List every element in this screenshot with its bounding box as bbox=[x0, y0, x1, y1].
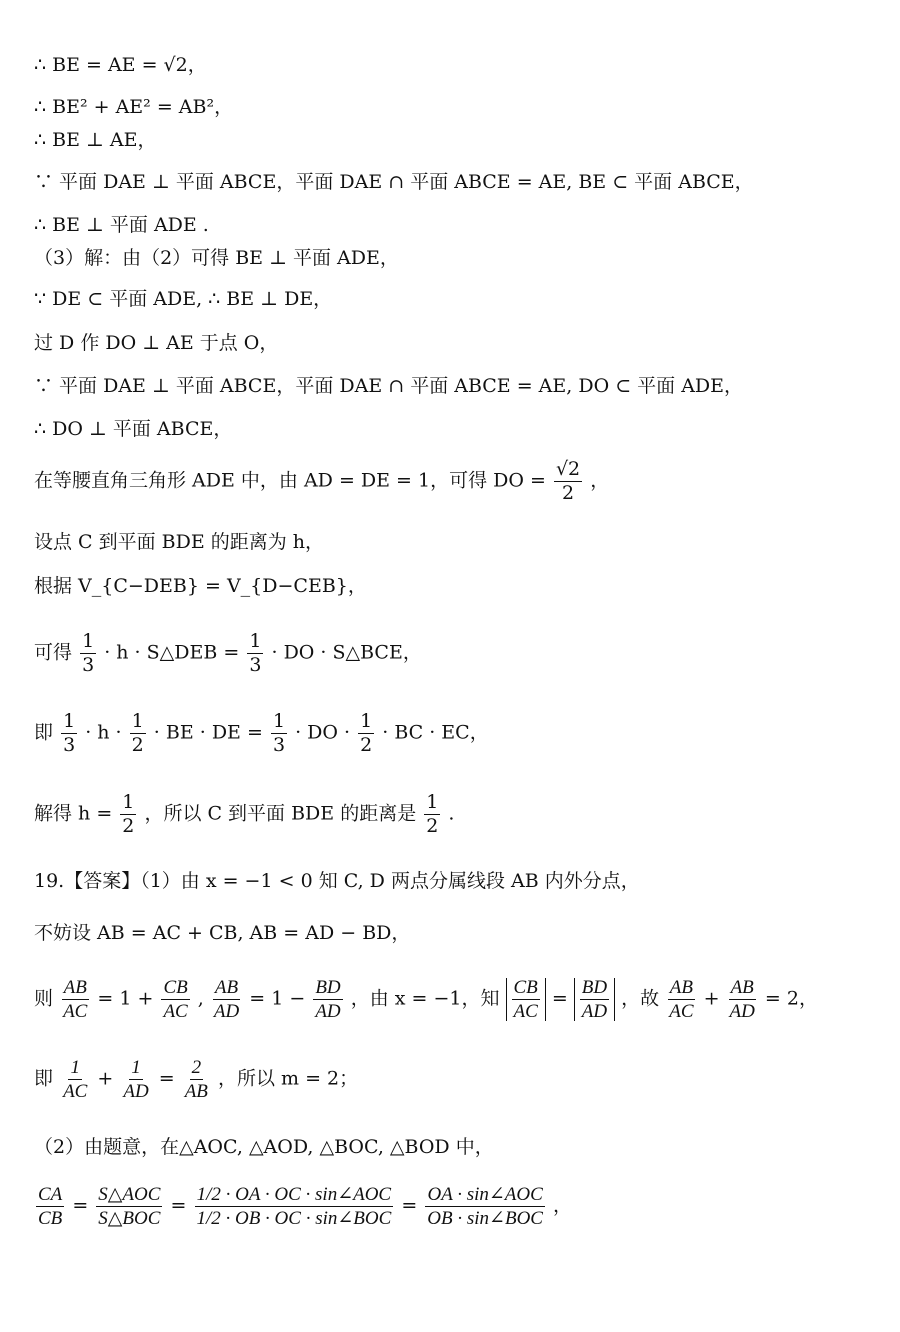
fraction-numerator: AB bbox=[214, 977, 239, 998]
fraction-denominator: 2 bbox=[131, 734, 144, 756]
line-de-in-plane: ∵ DE ⊂ 平面 ADE, ∴ BE ⊥ DE， bbox=[34, 288, 333, 310]
fraction-sqrt2-over-2 bbox=[554, 460, 582, 503]
fraction-denominator: AD bbox=[315, 1001, 341, 1022]
fraction-denominator: 2 bbox=[360, 734, 373, 756]
line-ratio-relations bbox=[34, 978, 818, 1021]
line-part2-intro: （2）由题意，在△AOC, △AOD, △BOC, △BOD 中， bbox=[34, 1136, 494, 1158]
line-plane-perp-2: ∵ 平面 DAE ⊥ 平面 ABCE，平面 DAE ∩ 平面 ABCE = AE, DO ⊂ 平面 ADE， bbox=[34, 375, 744, 397]
fraction-sine-ratio-result bbox=[425, 1185, 545, 1228]
fraction-denominator: 3 bbox=[82, 654, 95, 676]
fraction-numerator: CA bbox=[38, 1184, 63, 1205]
line-be-perp-plane-ade: ∴ BE ⊥ 平面 ADE . bbox=[34, 214, 209, 236]
text-segment: ，由 x = −1，知 bbox=[350, 987, 500, 1010]
fraction-bd-over-ad bbox=[313, 978, 342, 1021]
fraction-one-half bbox=[358, 712, 374, 755]
fraction-one-over-ac bbox=[61, 1058, 89, 1101]
fraction-denominator: AD bbox=[123, 1081, 149, 1102]
abs-cb-over-ac bbox=[506, 978, 546, 1021]
fraction-denominator: AB bbox=[184, 1081, 208, 1102]
fraction-denominator: OB · sin∠BOC bbox=[427, 1208, 543, 1229]
fraction-numerator: 1 bbox=[70, 1057, 80, 1078]
fraction-numerator: 1 bbox=[360, 710, 373, 732]
fraction-denominator: 2 bbox=[562, 482, 575, 504]
text-segment: 可得 bbox=[34, 641, 73, 664]
text-segment: · DO · bbox=[295, 721, 351, 744]
text-segment: = bbox=[551, 987, 568, 1010]
line-volume-equality: 根据 V_{C−DEB} = V_{D−CEB}， bbox=[34, 575, 367, 597]
fraction-denominator: AD bbox=[729, 1001, 755, 1022]
fraction-numerator: OA · sin∠AOC bbox=[427, 1184, 543, 1205]
text-segment: 在等腰直角三角形 ADE 中，由 AD = DE = 1，可得 DO = bbox=[34, 469, 546, 492]
fraction-ca-over-cb bbox=[36, 1185, 64, 1228]
fraction-denominator: AC bbox=[163, 1001, 188, 1022]
text-segment: ，所以 m = 2； bbox=[217, 1067, 359, 1090]
fraction-numerator: 1 bbox=[63, 710, 76, 732]
line-do-perp-plane: ∴ DO ⊥ 平面 ABCE， bbox=[34, 418, 233, 440]
fraction-numerator: 1 bbox=[272, 710, 286, 732]
text-segment: ，所以 C 到平面 BDE 的距离是 bbox=[144, 802, 417, 825]
fraction-numerator: 2 bbox=[191, 1057, 202, 1078]
fraction-numerator: 1/2 · OA · OC · sin∠AOC bbox=[196, 1184, 392, 1205]
line-area-substitution bbox=[34, 712, 489, 755]
text-segment: = 2， bbox=[764, 987, 818, 1010]
line-construct-do: 过 D 作 DO ⊥ AE 于点 O， bbox=[34, 332, 279, 354]
fraction-one-half bbox=[120, 793, 136, 836]
fraction-denominator: S△BOC bbox=[98, 1208, 161, 1229]
line-solve-h bbox=[34, 793, 454, 836]
text-segment: = bbox=[401, 1194, 418, 1217]
fraction-one-third bbox=[247, 632, 263, 675]
line-do-value bbox=[34, 460, 609, 503]
line-q19-answer: 19.【答案】（1）由 x = −1 < 0 知 C, D 两点分属线段 AB 内外分点， bbox=[34, 870, 640, 892]
line-be-ae-sqrt2: ∴ BE = AE = √2， bbox=[34, 54, 207, 76]
abs-bd-over-ad bbox=[574, 978, 615, 1021]
fraction-two-over-ab bbox=[183, 1058, 210, 1101]
fraction-denominator: AC bbox=[669, 1001, 694, 1022]
line-harmonic-relation bbox=[34, 1058, 358, 1101]
text-segment: · DO · S△BCE， bbox=[271, 641, 422, 664]
fraction-numerator: 1 bbox=[249, 630, 262, 652]
fraction-numerator: BD bbox=[581, 977, 608, 998]
line-part3-intro: （3）解：由（2）可得 BE ⊥ 平面 ADE， bbox=[34, 247, 399, 269]
fraction-sine-area-ratio bbox=[194, 1185, 393, 1228]
fraction-one-third bbox=[271, 712, 287, 755]
text-segment: 解得 h = bbox=[34, 802, 113, 825]
line-plane-perp-1: ∵ 平面 DAE ⊥ 平面 ABCE，平面 DAE ∩ 平面 ABCE = AE, BE ⊂ 平面 ABCE， bbox=[34, 171, 754, 193]
text-segment: = bbox=[72, 1194, 89, 1217]
text-segment: 即 bbox=[34, 721, 54, 744]
line-pythagoras: ∴ BE² + AE² = AB²， bbox=[34, 96, 234, 118]
fraction-denominator: CB bbox=[38, 1208, 63, 1229]
line-set-distance-h: 设点 C 到平面 BDE 的距离为 h， bbox=[34, 531, 325, 553]
text-segment: · BC · EC， bbox=[382, 721, 489, 744]
fraction-ab-over-ad bbox=[728, 978, 757, 1021]
line-area-ratio bbox=[34, 1185, 572, 1228]
text-segment: ，故 bbox=[621, 987, 660, 1010]
fraction-ab-over-ad bbox=[212, 978, 241, 1021]
text-segment: = 1 + bbox=[97, 987, 154, 1010]
text-segment: · h · S△DEB = bbox=[104, 641, 240, 664]
fraction-one-half bbox=[130, 712, 146, 755]
fraction-denominator: AD bbox=[213, 1001, 240, 1022]
fraction-numerator: BD bbox=[315, 977, 341, 998]
line-assume-segments: 不妨设 AB = AC + CB, AB = AD − BD， bbox=[34, 922, 411, 944]
fraction-bd-over-ad bbox=[580, 978, 609, 1021]
text-segment: = 1 − bbox=[249, 987, 306, 1010]
fraction-denominator: AC bbox=[513, 1001, 538, 1022]
fraction-denominator: 3 bbox=[272, 734, 286, 756]
fraction-numerator: AB bbox=[669, 977, 693, 998]
fraction-denominator: AC bbox=[63, 1081, 88, 1102]
fraction-ab-over-ac bbox=[667, 978, 695, 1021]
text-segment: . bbox=[448, 802, 455, 825]
text-segment: · BE · DE = bbox=[153, 721, 263, 744]
fraction-numerator: 1 bbox=[122, 791, 135, 813]
fraction-numerator: 1 bbox=[131, 710, 144, 732]
fraction-numerator: CB bbox=[513, 977, 538, 998]
text-segment: + bbox=[97, 1067, 114, 1090]
fraction-numerator: AB bbox=[730, 977, 754, 998]
fraction-one-over-ad bbox=[121, 1058, 150, 1101]
text-segment: ， bbox=[553, 1194, 573, 1217]
fraction-denominator: 2 bbox=[122, 815, 135, 837]
fraction-numerator: √2 bbox=[555, 458, 581, 480]
text-segment: + bbox=[703, 987, 720, 1010]
fraction-numerator: S△AOC bbox=[98, 1184, 161, 1205]
fraction-denominator: 3 bbox=[63, 734, 76, 756]
fraction-cb-over-ac bbox=[161, 978, 189, 1021]
text-segment: · h · bbox=[85, 721, 122, 744]
fraction-denominator: 3 bbox=[249, 654, 262, 676]
line-be-perp-ae: ∴ BE ⊥ AE， bbox=[34, 129, 157, 151]
fraction-one-third bbox=[61, 712, 77, 755]
text-segment: = bbox=[170, 1194, 187, 1217]
text-segment: 即 bbox=[34, 1067, 54, 1090]
fraction-ab-over-ac bbox=[61, 978, 89, 1021]
fraction-denominator: AC bbox=[63, 1001, 88, 1022]
fraction-area-ratio bbox=[96, 1185, 162, 1228]
fraction-numerator: 1 bbox=[426, 791, 439, 813]
fraction-numerator: 1 bbox=[131, 1057, 141, 1078]
fraction-numerator: CB bbox=[163, 977, 188, 998]
fraction-numerator: AB bbox=[63, 977, 87, 998]
fraction-denominator: AD bbox=[581, 1001, 608, 1022]
text-segment: ， bbox=[590, 469, 610, 492]
fraction-denominator: 1/2 · OB · OC · sin∠BOC bbox=[196, 1208, 392, 1229]
line-volume-expansion bbox=[34, 632, 422, 675]
text-segment: , bbox=[197, 987, 204, 1010]
fraction-cb-over-ac bbox=[512, 978, 540, 1021]
fraction-numerator: 1 bbox=[82, 630, 95, 652]
fraction-one-half bbox=[424, 793, 440, 836]
text-segment: 则 bbox=[34, 987, 54, 1010]
fraction-one-third bbox=[80, 632, 96, 675]
text-segment: = bbox=[158, 1067, 175, 1090]
fraction-denominator: 2 bbox=[426, 815, 439, 837]
